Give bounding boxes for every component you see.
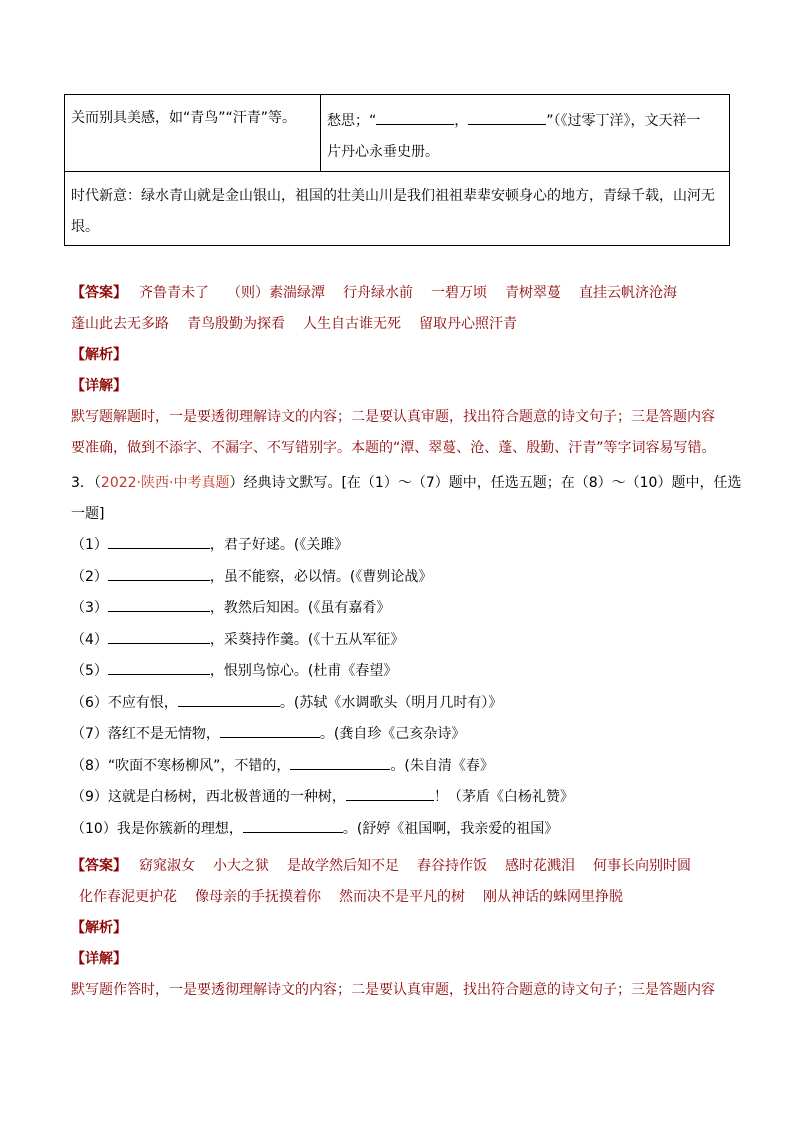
item-prefix: （4） [71,631,108,648]
cell-text: 关而别具美感，如“青鸟”“汗青”等。 [71,110,297,126]
answer-item: 蓬山此去无多路 [71,316,169,332]
item-suffix: ，采葵持作羹。(《十五从军征》 [209,631,405,648]
item-suffix: 。(苏轼《水调歌头（明月几时有）》 [279,694,503,711]
answer-item: 刚从神话的蛛网里挣脱 [483,889,623,905]
answer-item: 像母亲的手抚摸着你 [195,889,321,905]
question-item [71,751,731,783]
detail-line [71,371,731,402]
answer-item: 然而决不是平凡的树 [339,889,465,905]
table-row [65,95,729,172]
question-instruction: ）经典诗文默写。[在（1）～（7）题中，任选五题；在（8）～（10）题中，任选 [229,475,742,491]
answer-item: 齐鲁青未了 [139,285,209,301]
question-item [71,656,731,688]
table-cell [321,95,729,171]
question-item [71,782,731,814]
analysis-tag: 【解析】 [71,920,127,936]
question-item [71,814,731,846]
answer-item: 窈窕淑女 [139,858,195,874]
item-prefix: （6）不应有恨， [71,694,178,711]
item-suffix: 。(朱自清《春》 [390,757,494,774]
fill-blank [108,597,210,612]
answer-item: 感时花溅泪 [505,858,575,874]
answer-line [71,882,731,913]
item-suffix: 。(舒婷《祖国啊，我亲爱的祖国》 [342,820,559,837]
detail-text: 默写题作答时，一是要透彻理解诗文的内容；二是要认真审题，找出符合题意的诗文句子；三是答题内容 [71,982,715,998]
fill-blank [346,786,434,801]
detail-tag: 【详解】 [71,951,127,967]
fill-blank [108,534,210,549]
fill-blank [108,566,210,581]
analysis-tag: 【解析】 [71,347,127,363]
fill-blank [108,629,210,644]
question-item [71,530,731,562]
answer-tag: 【答案】 [71,858,127,874]
question-item [71,719,731,751]
cell-text: 愁思；“ [327,113,377,129]
answer-tag: 【答案】 [71,285,127,301]
item-suffix: 。(龚自珍《己亥杂诗》 [319,726,466,742]
answer-line [71,309,731,340]
answer-item: 青鸟殷勤为探看 [187,316,285,332]
cell-text: ， [454,113,469,129]
fill-blank [220,723,320,738]
answer-item: 青树翠蔓 [505,285,561,301]
fill-blank [243,818,343,833]
item-prefix: （9）这就是白杨树，西北极普通的一种树， [71,789,346,805]
answer-item: 小大之狱 [213,858,269,874]
answer-item: 留取丹心照汗青 [419,316,517,332]
answer-section [71,278,731,464]
question-item [71,562,731,594]
answer-item: 直挂云帆济沧海 [579,285,677,301]
analysis-line [71,340,731,371]
item-prefix: （8）“吹面不寒杨柳风”，不错的， [71,757,291,774]
item-prefix: （7）落红不是无情物， [71,726,220,742]
fill-blank [376,109,454,125]
detail-line [71,944,731,975]
answer-section [71,851,731,1006]
question-source: 2022·陕西·中考真题 [100,475,230,491]
item-suffix: ！（茅盾《白杨礼赞》 [433,789,574,805]
detail-text: 默写题解题时，一是要透彻理解诗文的内容；二是要认真审题，找出符合题意的诗文句子；三是答题内容 [71,409,715,425]
fill-blank [108,660,210,675]
table-cell [65,95,321,171]
item-suffix: ，虽不能察，必以情。(《曹刿论战》 [209,568,433,585]
table-row [65,172,729,245]
question-number: 3．（ [71,475,101,491]
answer-item: 一碧万顷 [431,285,487,301]
question-instruction: 一题] [71,506,105,522]
fill-blank [290,755,390,770]
item-prefix: （3） [71,600,108,616]
item-prefix: （5） [71,663,108,679]
item-prefix: （1） [71,537,108,553]
question-item [71,625,731,657]
question-heading [71,468,742,499]
poem-table [64,94,730,246]
item-prefix: （10）我是你簇新的理想， [71,820,243,837]
answer-item: 舂谷持作饭 [417,858,487,874]
cell-text: 片丹心永垂史册。 [327,144,439,160]
answer-item: 行舟绿水前 [343,285,413,301]
answer-item: 何事长向别时圆 [593,858,691,874]
cell-text: ”（《过零丁洋》，文天祥一 [546,113,701,129]
analysis-line [71,913,731,944]
answer-line [71,851,731,882]
item-prefix: （2） [71,568,108,585]
answer-line [71,278,731,309]
fill-blank [178,692,280,707]
question-item [71,688,731,720]
question-section [71,468,742,845]
item-suffix: ，教然后知困。(《虽有嘉肴》 [209,600,391,616]
cell-text: 垠。 [71,219,99,235]
answer-item: 是故学然后知不足 [287,858,399,874]
answer-item: 化作春泥更护花 [79,889,177,905]
cell-text: 时代新意：绿水青山就是金山银山，祖国的壮美山川是我们祖祖辈辈安顿身心的地方，青绿千载，山河无 [71,188,715,204]
item-suffix: ，恨别鸟惊心。(杜甫《春望》 [209,663,398,679]
answer-item: （则）素湍绿潭 [227,285,325,301]
answer-item: 人生自古谁无死 [303,316,401,332]
question-item [71,593,731,625]
detail-tag: 【详解】 [71,378,127,394]
item-suffix: ，君子好逑。(《关雎》 [209,537,349,553]
fill-blank [468,109,546,125]
detail-text: 要准确，做到不添字、不漏字、不写错别字。本题的“潭、翠蔓、沧、蓬、殷勤、汗青”等字词容易写错。 [71,440,716,456]
